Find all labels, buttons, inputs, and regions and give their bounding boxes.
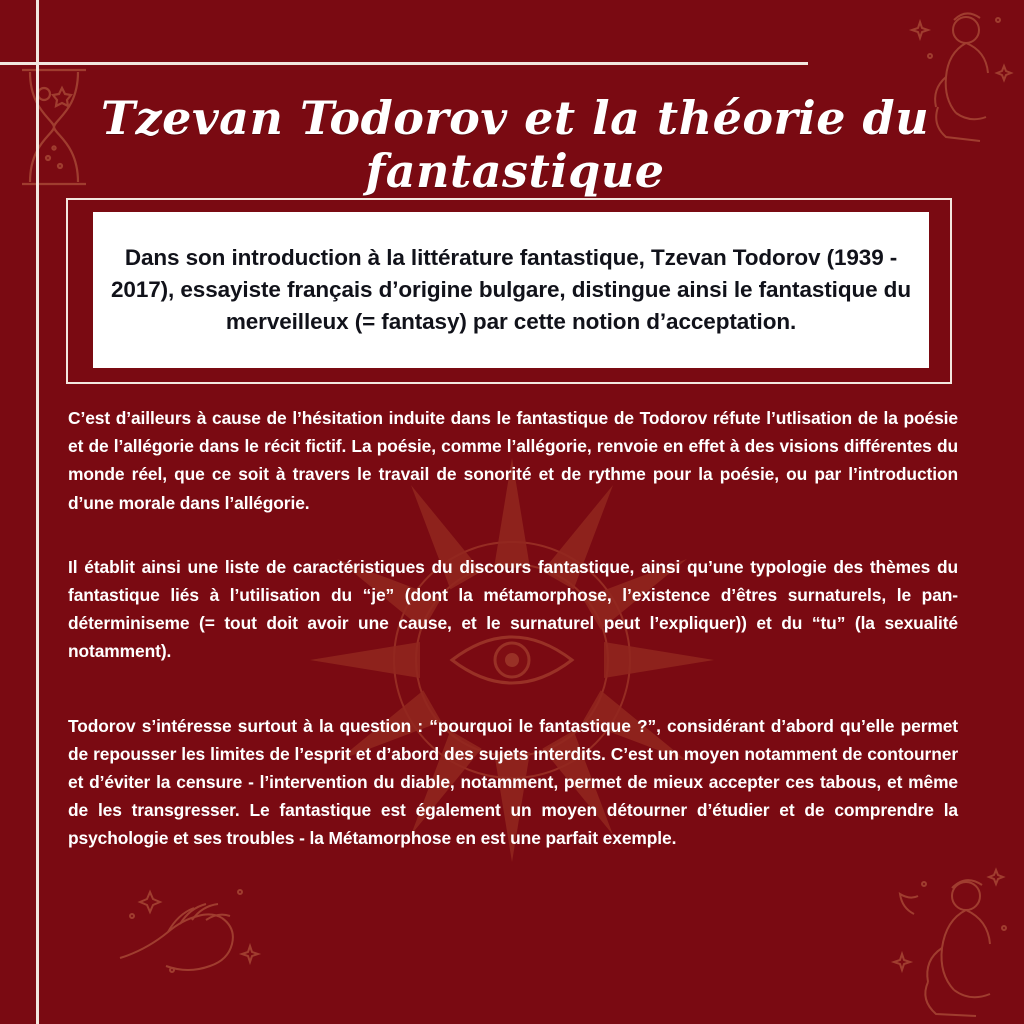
callout-box (66, 198, 952, 384)
frame-line-left (36, 0, 39, 1024)
hand-stars-icon (110, 874, 280, 984)
paragraph: Todorov s’intéresse surtout à la question : “pourquoi le fantastique ?”, considérant d’abord qu’elle permet de repousser les limites de l’esprit et d’abord des sujets interdits. C’est un moyen notamment de contourner et d’éviter la censure - l’intervention du diable, notamment, permet de mieux accepter ces tabous, et même de les transgresser. Le fantastique est également un moyen détourner d’étudier et de comprendre la psychologie et ses troubles - la Métamorphose en est une parfait exemple. (68, 715, 958, 849)
paragraph: C’est d’ailleurs à cause de l’hésitation induite dans le fantastique de Todorov réfute l’utlisation de la poésie et de l’allégorie dans le récit fictif. La poésie, comme l’allégorie, renvoie en effet à des visions différentes du monde réel, que ce soit à travers le travail de sonorité et de rythme pour la poésie, ou par l’introduction d’une morale dans l’allégorie. (68, 408, 958, 513)
body-content (68, 404, 958, 852)
callout-inner (93, 212, 929, 368)
page-title: Tzevan Todorov et la théorie du fantastique (100, 91, 930, 198)
callout-text: Dans son introduction à la littérature fantastique, Tzevan Todorov (1939 - 2017), essayiste français d’origine bulgare, distingue ainsi le fantastique du merveilleux (= fantasy) par cette notion d’acceptation. (111, 245, 911, 334)
frame-line-top (0, 62, 808, 65)
seated-figure-stars-icon (884, 858, 1014, 1018)
paragraph: Il établit ainsi une liste de caractéristiques du discours fantastique, ainsi qu’une typologie des thèmes du fantastique liés à l’utilisation du “je” (dont la métamorphose, l’existence d’êtres surnaturels, le pan-déterminiseme (= tout doit avoir une cause, et le surnaturel peut l’expliquer)) et du “tu” (la sexualité notamment). (68, 556, 958, 662)
